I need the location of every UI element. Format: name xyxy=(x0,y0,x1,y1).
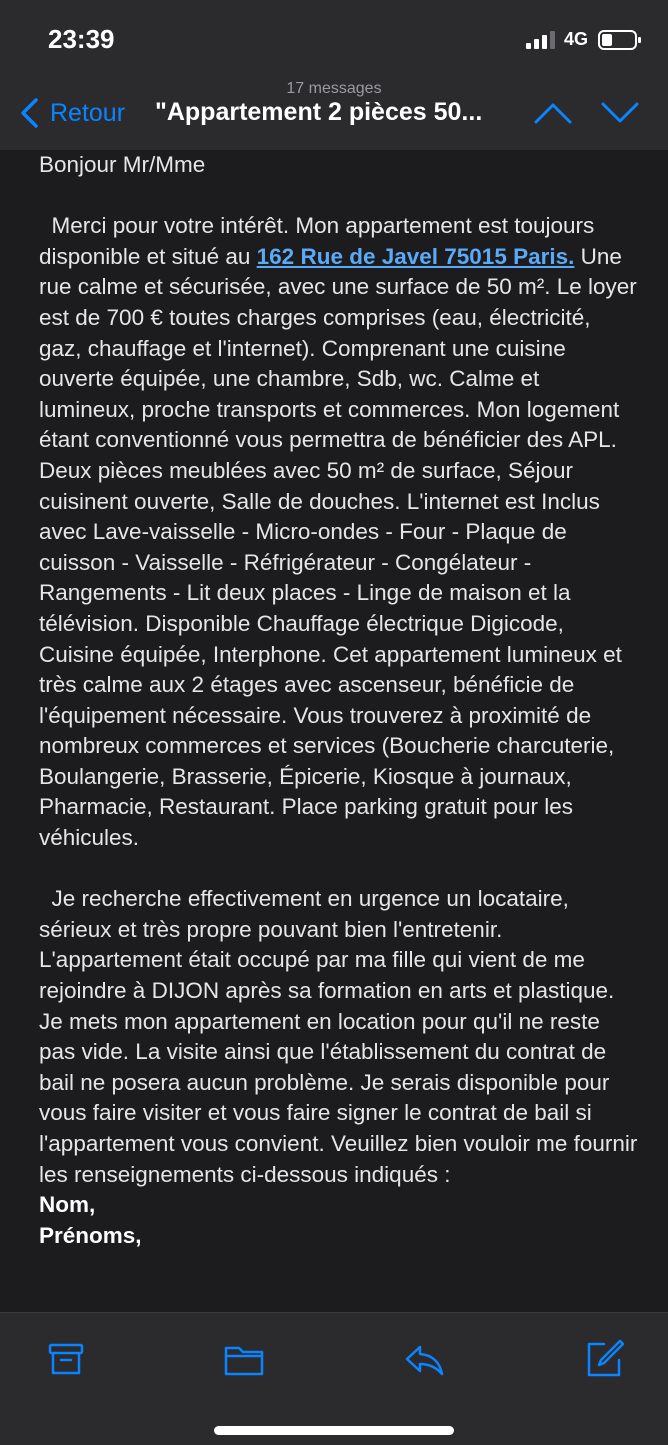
mail-text xyxy=(39,150,639,1251)
paragraph-1 xyxy=(39,211,639,853)
status-time: 23:39 xyxy=(48,24,115,54)
paragraph-2: Je recherche effectivement en urgence un locataire, sérieux et très propre pouvant bien l'entretenir. L'appartement était occupé par ma fille qui vient de me rejoindre à DIJON après sa formation en arts et plastique. Je mets mon appartement en location pour qu'il ne reste pas vide. La visite ainsi que l'établissement du contrat de bail ne posera aucun problème. Je serais disponible pour vous faire visiter et vous faire signer le contrat de bail si l'appartement vous convient. Veuillez bien vouloir me fournir les renseignements ci-dessous indiqués : xyxy=(39,886,638,1187)
mail-body[interactable] xyxy=(0,150,668,1312)
chevron-down-icon[interactable] xyxy=(600,98,640,128)
home-indicator[interactable] xyxy=(214,1426,454,1435)
folder-icon[interactable] xyxy=(222,1337,266,1381)
field-prenoms: Prénoms, xyxy=(39,1222,142,1248)
battery-icon xyxy=(598,30,642,50)
chevron-left-icon xyxy=(18,97,40,129)
navigation-bar xyxy=(0,76,668,151)
paragraph-1-start: Merci pour votre intérêt. Mon appartement est toujours disponible et situé au xyxy=(39,213,595,269)
bottom-toolbar xyxy=(0,1312,668,1445)
archive-icon[interactable] xyxy=(44,1337,88,1381)
compose-icon[interactable] xyxy=(582,1337,626,1381)
message-count: 17 messages xyxy=(286,80,382,97)
network-type: 4G xyxy=(564,29,589,49)
thread-title: "Appartement 2 pièces 50... xyxy=(155,98,483,126)
greeting: Bonjour Mr/Mme xyxy=(39,152,206,177)
address-link[interactable]: 162 Rue de Javel 75015 Paris. xyxy=(256,243,575,269)
signal-bars-icon xyxy=(526,31,558,49)
back-label: Retour xyxy=(50,98,126,127)
paragraph-1-rest: Une rue calme et sécurisée, avec une surface de 50 m². Le loyer est de 700 € toutes charges comprises (eau, électricité, gaz, chauffage et l'internet). Comprenant une cuisine ouverte équipée, une chambre, Sdb, wc. Calme et lumineux, proche transports et commerces. Mon logement étant conventionné vous permettra de bénéficier des APL. Deux pièces meublées avec 50 m² de surface, Séjour cuisinent ouverte, Salle de douches. L'internet est Inclus avec Lave-vaisselle - Micro-ondes - Four - Plaque de cuisson - Vaisselle - Réfrigérateur - Congélateur - Rangements - Lit deux places - Linge de maison et la télévision. Disponible Chauffage électrique Digicode, Cuisine équipée, Interphone. Cet appartement lumineux et très calme aux 2 étages avec ascenseur, bénéficie de l'équipement nécessaire. Vous trouverez à proximité de nombreux commerces et services (Boucherie charcuterie, Boulangerie, Brasserie, Épicerie, Kiosque à journaux, Pharmacie, Restaurant. Place parking gratuit pour les véhicules. xyxy=(39,243,637,851)
field-nom: Nom, xyxy=(39,1192,96,1218)
reply-icon[interactable] xyxy=(402,1337,446,1381)
status-bar xyxy=(0,0,668,76)
chevron-up-icon[interactable] xyxy=(533,98,573,128)
back-button[interactable] xyxy=(18,96,125,130)
